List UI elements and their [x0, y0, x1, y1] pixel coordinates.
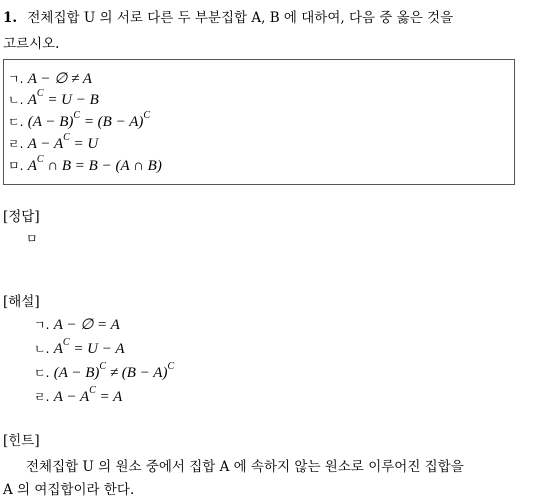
question-number: 1. [3, 10, 18, 26]
explanation-marker: ㄴ. [34, 342, 50, 356]
choice-expr: $A - A^C = U$ [27, 132, 99, 152]
choice-item [8, 69, 92, 88]
question-stem-line2: 고르시오. [3, 36, 60, 52]
explanation-item [34, 315, 120, 334]
choice-expr: $A^C$ ∩ B = B − (A ∩ B) [27, 154, 162, 174]
choice-item [8, 154, 162, 175]
hint-line2: A 의 여집합이라 한다. [3, 482, 135, 498]
explanation-marker: ㄱ. [34, 318, 50, 332]
explanation-expr: $A - A^C = A$ [53, 385, 123, 405]
choice-expr: $A^C = U - B$ [27, 88, 99, 108]
answer-value: ㅁ [26, 232, 38, 246]
explanation-item [34, 337, 125, 358]
choice-marker: ㄱ. [8, 72, 24, 86]
explanation-item [34, 361, 175, 382]
explanation-heading: [해설] [3, 294, 40, 310]
question-stem-line1 [3, 6, 453, 26]
answer-heading: [정답] [3, 209, 40, 225]
explanation-expr: $(A - B)^C \ne (B - A)^C$ [53, 361, 175, 381]
choice-item [8, 110, 151, 131]
choice-marker: ㅁ. [8, 159, 24, 173]
choice-expr: $(A - B)^C = (B - A)^C$ [27, 110, 151, 130]
explanation-item [34, 385, 123, 406]
hint-heading: [힌트] [3, 433, 40, 449]
hint-line1: 전체집합 U 의 원소 중에서 집합 A 에 속하지 않는 원소로 이루어진 집합을 [26, 459, 464, 475]
choice-expr: A − ∅ ≠ A [27, 71, 92, 87]
question-stem-text: 전체집합 U 의 서로 다른 두 부분집합 A, B 에 대하여, 다음 중 옳은 것을 [27, 10, 454, 26]
explanation-marker: ㄷ. [34, 366, 50, 380]
choice-marker: ㄷ. [8, 115, 24, 129]
explanation-marker: ㄹ. [34, 390, 50, 404]
choice-item [8, 132, 99, 153]
explanation-expr: $A^C = U - A$ [53, 337, 125, 357]
explanation-expr: A − ∅ = A [53, 317, 120, 333]
choices-box [3, 59, 515, 185]
choice-item [8, 88, 99, 109]
choice-marker: ㄴ. [8, 93, 24, 107]
choice-marker: ㄹ. [8, 137, 24, 151]
